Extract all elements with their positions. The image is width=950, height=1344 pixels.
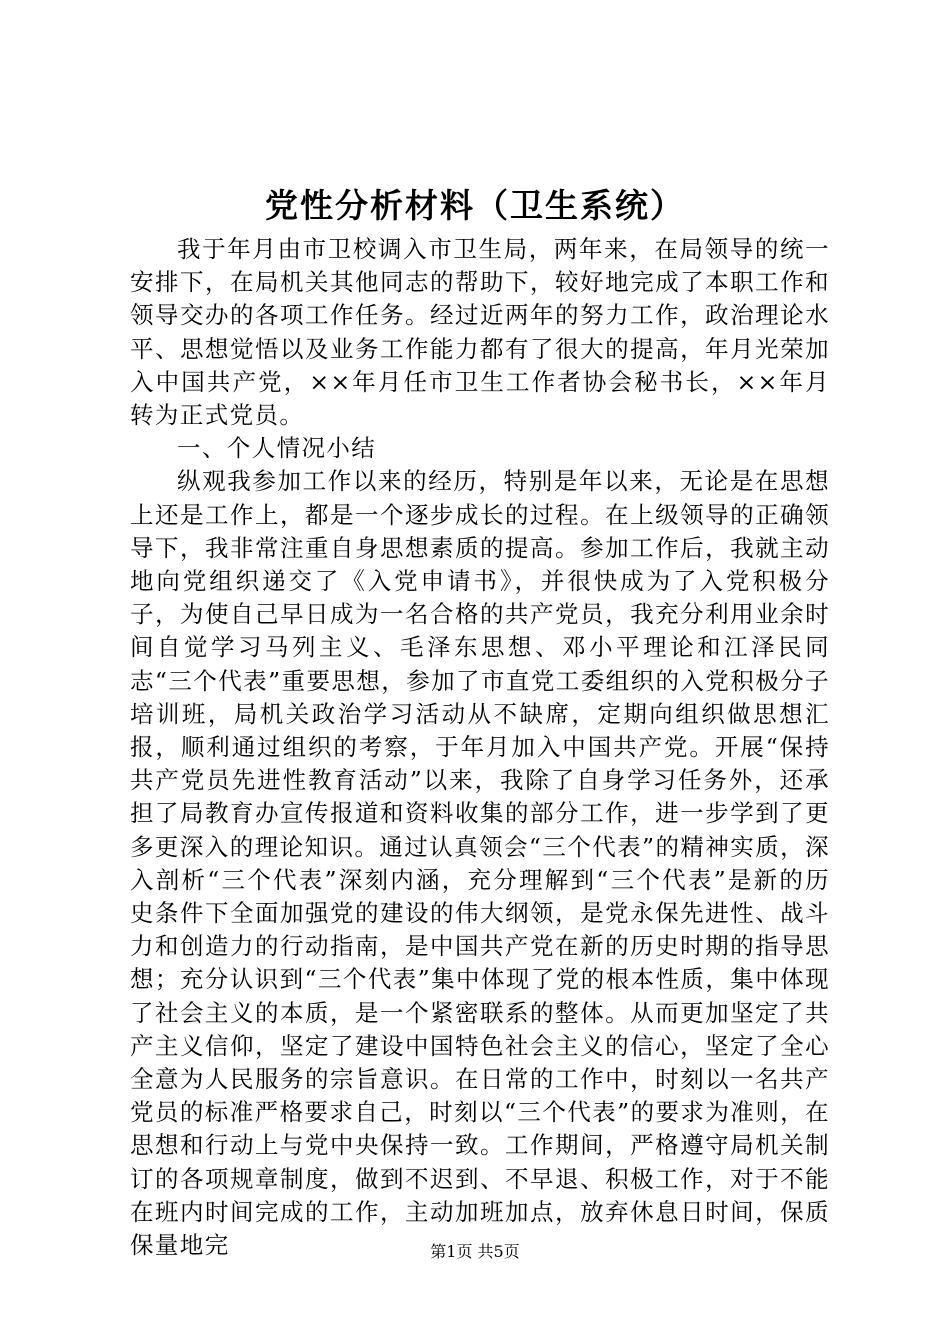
paragraph-intro: 我于年月由市卫校调入市卫生局，两年来，在局领导的统一安排下，在局机关其他同志的帮助下，较好地完成了本职工作和领导交办的各项工作任务。经过近两年的努力工作，政治理论水平、思想觉悟以及业务工作能力都有了很大的提高，年月光荣加入中国共产党，××年月任市卫生工作者协会秘书长，××年月转为正式党员。	[130, 235, 830, 430]
paragraph-summary: 纵观我参加工作以来的经历，特别是年以来，无论是在思想上还是工作上，都是一个逐步成长的过程。在上级领导的正确领导下，我非常注重自身思想素质的提高。参加工作后，我就主动地向党组织递交了《入党申请书》，并很快成为了入党积极分子，为使自己早日成为一名合格的共产党员，我充分利用业余时间自觉学习马列主义、毛泽东思想、邓小平理论和江泽民同志“三个代表”重要思想，参加了市直党工委组织的入党积极分子培训班，局机关政治学习活动从不缺席，定期向组织做思想汇报，顺利通过组织的考察，于年月加入中国共产党。开展“保持共产党员先进性教育活动”以来，我除了自身学习任务外，还承担了局教育办宣传报道和资料收集的部分工作，进一步学到了更多更深入的理论知识。通过认真领会“三个代表”的精神实质，深入剖析“三个代表”深刻内涵，充分理解到“三个代表”是新的历史条件下全面加强党的建设的伟大纲领，是党永保先进性、战斗力和创造力的行动指南，是中国共产党在新的历史时期的指导思想；充分认识到“三个代表”集中体现了党的根本性质，集中体现了社会主义的本质，是一个紧密联系的整体。从而更加坚定了共产主义信仰，坚定了建设中国特色社会主义的信心，坚定了全心全意为人民服务的宗旨意识。在日常的工作中，时刻以一名共产党员的标准严格要求自己，时刻以“三个代表”的要求为准则，在思想和行动上与党中央保持一致。工作期间，严格遵守局机关制订的各项规章制度，做到不迟到、不早退、积极工作，对于不能在班内时间完成的工作，主动加班加点，放弃休息日时间，保质保量地完	[130, 467, 830, 1260]
document-title: 党性分析材料（卫生系统）	[265, 186, 685, 225]
section-heading: 一、个人情况小结	[177, 434, 377, 463]
page-number: 第1页 共5页	[430, 1242, 520, 1261]
document-body	[130, 233, 830, 1262]
